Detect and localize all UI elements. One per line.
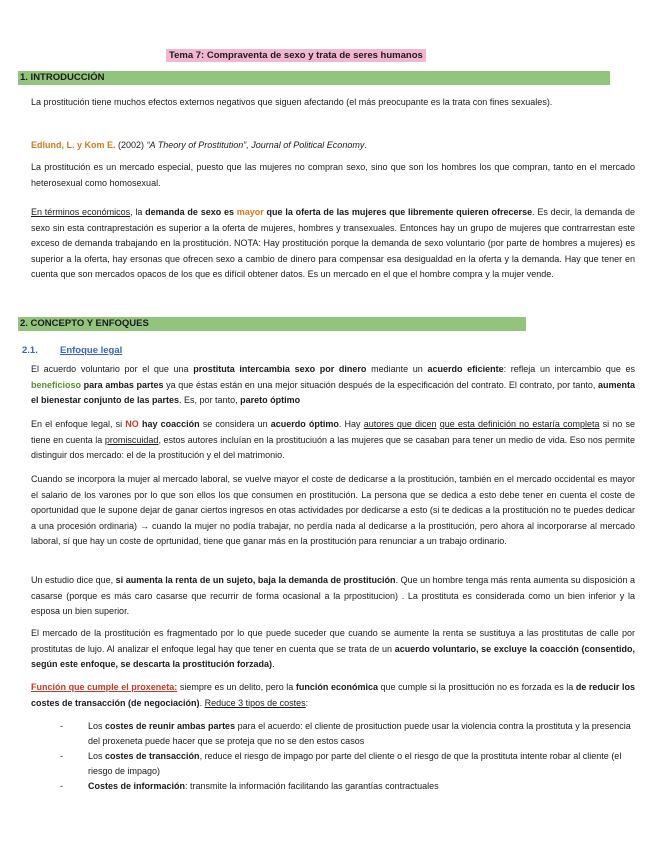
- text-run: aumenta el bienestar conjunto de las partes: [31, 379, 636, 405]
- text-run: , estos autores incluían en la prostituciuón a las mujeres que se casaban para tener un medio de vida. Eso nos permite distinguir dos mercado: el de la prostitución y el del matrimonio.: [31, 434, 635, 460]
- text-run: . Es, por tanto,: [179, 395, 241, 405]
- text-run: , se excluye la coacción (consentido, según este enfoque, se descarta la prostitución forzada): [31, 643, 635, 669]
- reference-year: (2002): [118, 140, 145, 150]
- text-run: acuerdo óptimo: [270, 419, 339, 429]
- text-run: que cumple si la prosittución no es forzada es la: [377, 682, 576, 692]
- text-run: para ambas partes: [81, 379, 164, 390]
- text-run: Un estudio dice que,: [31, 575, 116, 585]
- dash-bullet: -: [60, 781, 63, 791]
- text-run: . Hay: [338, 419, 364, 429]
- text-run: promiscuidad: [104, 434, 159, 445]
- text-run: El acuerdo voluntario por el que una: [31, 364, 194, 374]
- dash-bullet: -: [60, 751, 63, 761]
- legal-paragraph-4: [31, 573, 635, 620]
- subsection-heading-enfoque-legal: [22, 345, 122, 356]
- text-run: si no se tiene en cuenta la: [31, 419, 635, 445]
- text-run: costes de reunir ambas partes: [105, 721, 236, 731]
- text-run: demanda de sexo es: [145, 207, 237, 217]
- text-run: En el enfoque legal, si: [31, 419, 126, 429]
- text-run: . Que un hombre tenga más renta aumenta su disposición a casarse (porque es más caro casarse que recurrir de forma ocasional a la prpostitucion) . La prostituta es considerada como un bien inferior y la esposa un bien superior.: [31, 575, 635, 616]
- legal-paragraph-1: [31, 362, 635, 409]
- text-run: beneficioso: [31, 379, 82, 390]
- subsection-number: 2.1.: [22, 345, 38, 356]
- intro-paragraph-1: La prostitución tiene muchos efectos externos negativos que siguen afectando (el más preocupante es la trata con fines sexuales).: [31, 97, 553, 107]
- list-item: [60, 719, 640, 749]
- page-title: Tema 7: Compraventa de sexo y trata de seres humanos: [166, 49, 426, 62]
- reference-dot: .: [364, 140, 367, 150]
- reference-work: “A Theory of Prostitution”, Journal of Political Economy: [146, 140, 365, 150]
- legal-paragraph-5: [31, 626, 635, 673]
- legal-paragraph-3: Cuando se incorpora la mujer al mercado laboral, se vuelve mayor el coste de dedicarse a la prostitución, también en el mercado occidental es mayor el salario de los varones por lo que son ellos los que consumen en prostitución. La persona que se dedica a esto debe tener en cuenta el coste de oportunidad que le supone dejar de ganar ciertos ingresos en otas actividades por dedicarse a esto (si te dedicas a la prostitución no te puedes dedicar a una procesión ordinaria) → cuando la mujer no podía trabajar, no perdía nada al dedicarse a la prostitución, pero ahora al incorporarse al mercado laboral, sí que hay un coste de oprtunidad, tiene que ganar más en la prostitución para renunciar a un trabajo ordinario.: [31, 474, 635, 546]
- subsection-label: Enfoque legal: [60, 345, 123, 356]
- section-heading-introduccion: 1. INTRODUCCIÓN: [18, 71, 610, 85]
- text-run: que la oferta de las mujeres que libremente quieren ofrecerse: [263, 207, 533, 217]
- legal-paragraph-2: [31, 417, 635, 464]
- proxeneta-paragraph: [31, 680, 635, 711]
- text-run: :: [305, 697, 309, 708]
- text-run: , reduce el riesgo de impago por parte del cliente o el riesgo de que la prostituta intente robar al cliente (el riesgo de impago): [88, 751, 622, 776]
- text-run: : transmite la información facilitando las garantías contractuales: [185, 781, 439, 791]
- dash-bullet: -: [60, 721, 63, 731]
- reference-authors: Edlund, L. y Kom E.: [31, 140, 116, 150]
- text-run: que esta definición no estaría completa: [439, 419, 600, 429]
- text-run: acuerdo voluntario: [394, 643, 476, 654]
- intro-paragraph-2: La prostitución es un mercado especial, puesto que las mujeres no compran sexo, sino que son los hombres los que compran, tanto en el mercado heterosexual como homosexual.: [31, 162, 635, 188]
- reference-line: [31, 138, 635, 154]
- text-run: Reduce 3 tipos de costes: [204, 697, 306, 708]
- text-run: ya que éstas están en una mejor situación después de la especificación del contrato. El contrato, por tanto,: [163, 379, 598, 390]
- text-run: .: [272, 659, 275, 669]
- proxeneta-heading: Función que cumple el proxeneta:: [31, 682, 178, 692]
- section-heading-concepto: 2. CONCEPTO Y ENFOQUES: [18, 317, 526, 331]
- text-run: Costes de información: [88, 781, 186, 791]
- text-run: El mercado de la prostitución es fragmentado por lo que puede suceder que cuando se aumente la renta se sustituya a las prostitutas de calle por prostitutas de lujo. Al analizar el enfoque legal hay que tener en cuenta que se trata de un: [31, 628, 635, 654]
- text-run: si aumenta la renta de un sujeto, baja la demanda de prostitución: [115, 575, 396, 585]
- text-run: siempre es un delito, pero la: [177, 682, 296, 692]
- text-run: . Es decir, la demanda de sexo sin esta contraprestación es superior a la oferta de mujeres, hombres y transexuales. Entonces hay un grupo de mujeres que contrarrestan este exceso de demanda trabajando en la prostitución. NOTA: Hay prostitución porque la demanda de sexo voluntario (por parte de hombres a mujeres) es superior a la oferta, hay ersonas que ofrecen sexo a cambio de dinero para compensar esa desigualdad en la oferta y la demanda. Hay que tener en cuenta que son mercados opacos de los que es difícil obtener datos. Es un mercado en el que el hombre compra y la mujer vende.: [31, 207, 635, 279]
- text-run: Los: [88, 721, 106, 731]
- text-run: mediante un: [366, 364, 428, 374]
- text-run: autores que dicen: [363, 419, 437, 429]
- no-highlight: NO: [125, 419, 139, 429]
- text-run: acuerdo eficiente: [427, 364, 504, 374]
- text-run: : refleja un intercambio que es: [503, 364, 635, 374]
- text-run: de reducir los costes de transacción (de negociación): [31, 682, 636, 708]
- costes-list: [60, 719, 640, 794]
- text-run: pareto óptimo: [240, 395, 301, 405]
- text-run: para el acuerdo: el cliente de prosituction puede usar la violencia contra la prostituta y la presencia del proxeneta puede hacer que se proteja que no se den estos casos: [88, 721, 631, 746]
- text-run: función económica: [295, 682, 378, 692]
- mayor-highlight: mayor: [236, 207, 264, 217]
- intro-paragraph-3: [31, 205, 635, 283]
- text-run: hay coacción: [138, 419, 200, 429]
- econ-terms-lead: En términos económicos: [31, 207, 131, 217]
- text-run: , la: [130, 207, 146, 217]
- list-item: [60, 749, 640, 779]
- text-run: .: [199, 697, 205, 708]
- text-run: prostituta intercambia sexo por dinero: [193, 364, 367, 374]
- text-run: Los: [88, 751, 106, 761]
- text-run: se considera un: [199, 419, 271, 429]
- list-item: [60, 779, 640, 794]
- text-run: costes de transacción: [105, 751, 200, 761]
